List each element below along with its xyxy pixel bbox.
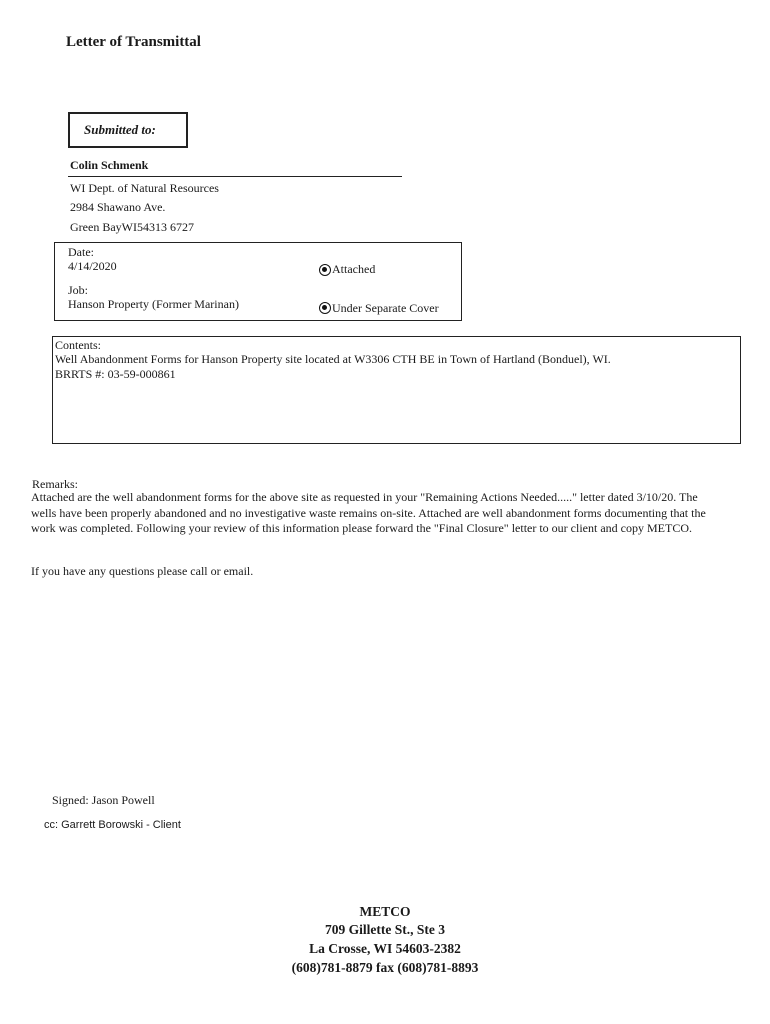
attached-option-label: Attached [332,262,376,276]
questions-note: If you have any questions please call or email. [31,564,254,578]
recipient-street: 2984 Shawano Ave. [70,200,166,214]
recipient-city: Green BayWI54313 6727 [70,220,194,234]
job-label: Job: [68,283,89,297]
contents-line: BRRTS #: 03-59-000861 [55,367,176,381]
footer-street: 709 Gillette St., Ste 3 [325,922,445,937]
submitted-to-label: Submitted to: [84,122,156,137]
separate-cover-radio-icon[interactable] [319,302,331,314]
submitted-to-box [68,112,188,148]
recipient-divider [68,176,402,177]
date-job-box [54,242,462,321]
remarks-text: Attached are the well abandonment forms for the above site as requested in your "Remaining Actions Needed....." letter dated 3/10/20. The wells have been properly abandoned and no investigative waste remains on-site. Attached are well abandonment forms documenting that the work was completed. Following your review of this information please forward the "Final Closure" letter to our client and copy METCO. [31,490,706,535]
footer-phone: (608)781-8879 fax (608)781-8893 [291,960,479,975]
date-label: Date: [68,245,94,259]
separate-cover-option-label: Under Separate Cover [332,301,439,315]
recipient-organization: WI Dept. of Natural Resources [70,181,219,195]
cc-line: cc: Garrett Borowski - Client [44,819,181,831]
footer-company: METCO [359,904,411,919]
job-value: Hanson Property (Former Marinan) [68,297,239,311]
signature-line: Signed: Jason Powell [52,793,155,807]
date-value: 4/14/2020 [68,259,117,273]
contents-line: Well Abandonment Forms for Hanson Property site located at W3306 CTH BE in Town of Hartland (Bonduel), WI. [55,352,611,366]
recipient-name: Colin Schmenk [70,158,149,172]
contents-box [52,336,741,444]
footer-city: La Crosse, WI 54603-2382 [309,941,461,956]
contents-label: Contents: [55,338,102,352]
document-title: Letter of Transmittal [66,34,201,50]
remarks-label: Remarks: [32,477,78,491]
attached-radio-icon[interactable] [319,264,331,276]
